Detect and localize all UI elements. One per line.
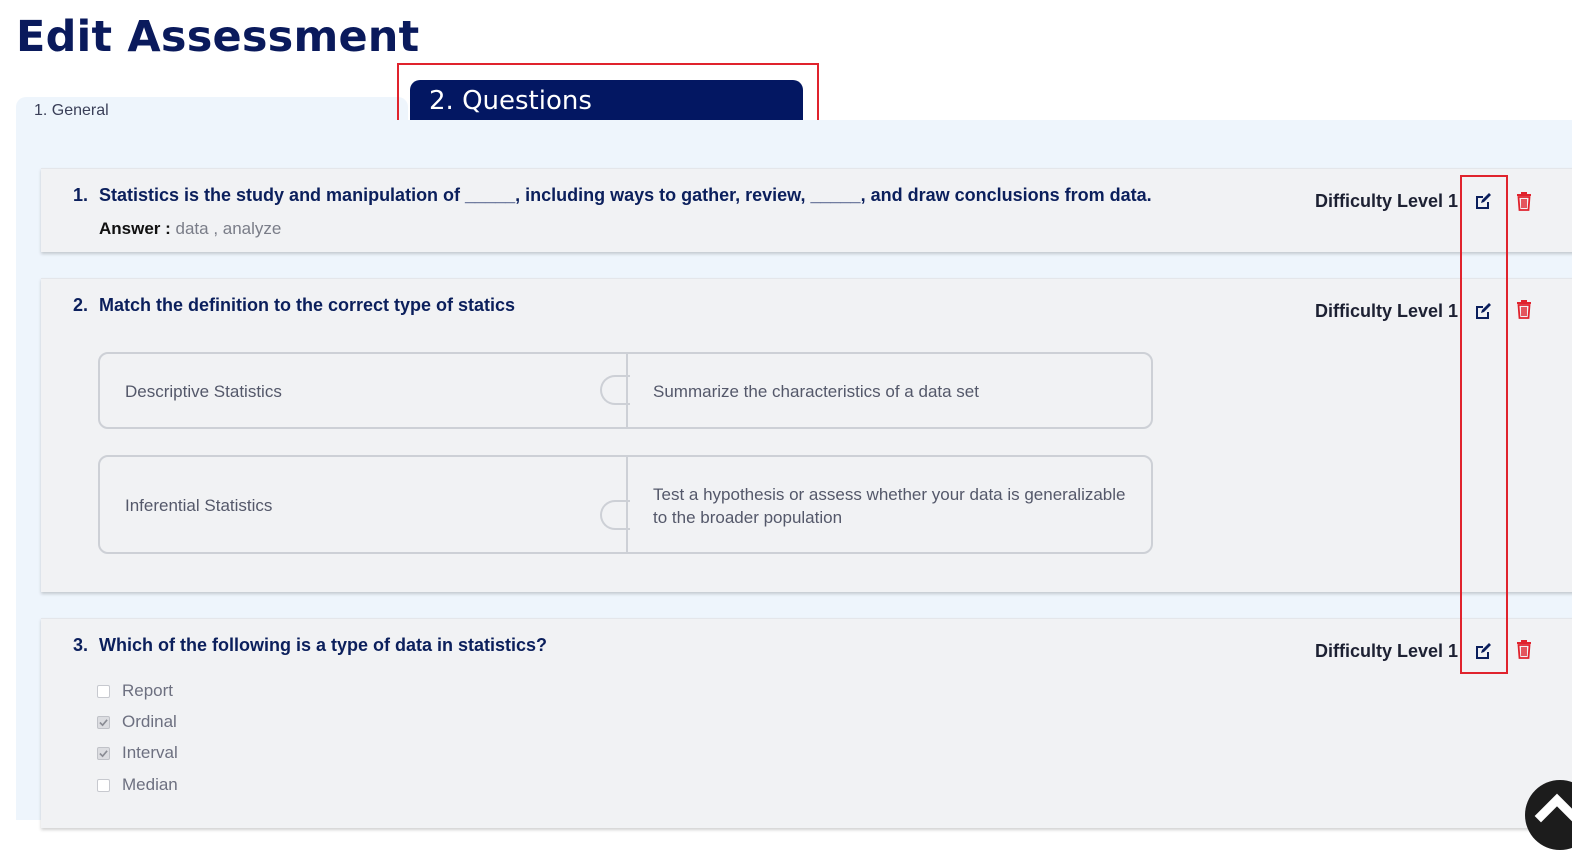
- difficulty-level: Difficulty Level 1: [1315, 641, 1459, 661]
- question-number: 3.: [73, 635, 89, 655]
- chevron-up-icon: [1525, 788, 1572, 828]
- option-checkbox[interactable]: [97, 716, 110, 729]
- question-number: 2.: [73, 295, 89, 315]
- match-definition: Summarize the characteristics of a data set: [653, 382, 979, 401]
- delete-question-button[interactable]: [1512, 297, 1536, 321]
- difficulty-level: Difficulty Level 1: [1315, 191, 1459, 211]
- option-item: [97, 712, 177, 732]
- match-definition: Test a hypothesis or assess whether your data is generalizable to the broader population: [653, 485, 1126, 527]
- question-card-3: [41, 618, 1572, 828]
- answer-label: Answer :: [99, 219, 171, 238]
- tab-questions[interactable]: 2. Questions: [410, 80, 803, 120]
- tab-general[interactable]: 1. General: [16, 97, 408, 127]
- match-divider: [626, 352, 628, 429]
- question-text: Statistics is the study and manipulation of _____, including ways to gather, review, _____, and draw conclusions from data.: [99, 185, 1152, 205]
- match-term: Inferential Statistics: [125, 496, 273, 515]
- edit-question-button[interactable]: [1471, 299, 1495, 323]
- question-card-2: [41, 278, 1572, 592]
- match-pair: [98, 352, 1153, 429]
- question-text: Match the definition to the correct type of statics: [99, 295, 516, 315]
- match-term: Descriptive Statistics: [125, 382, 282, 401]
- trash-icon: [1514, 191, 1534, 211]
- edit-icon: [1473, 191, 1493, 211]
- question-text: Which of the following is a type of data in statistics?: [99, 635, 548, 655]
- trash-icon: [1514, 299, 1534, 319]
- option-checkbox[interactable]: [97, 685, 110, 698]
- question-number: 1.: [73, 185, 89, 205]
- option-checkbox[interactable]: [97, 747, 110, 760]
- page-title: Edit Assessment: [16, 12, 420, 62]
- check-icon: [99, 749, 108, 758]
- option-item: [97, 743, 178, 763]
- question-card-1: [41, 168, 1572, 252]
- difficulty-level: Difficulty Level 1: [1315, 301, 1459, 321]
- answer-line: [99, 219, 281, 239]
- edit-icon: [1473, 641, 1493, 661]
- edit-question-button[interactable]: [1471, 639, 1495, 663]
- trash-icon: [1514, 639, 1534, 659]
- edit-icon: [1473, 301, 1493, 321]
- match-pair: [98, 455, 1153, 554]
- option-checkbox[interactable]: [97, 779, 110, 792]
- check-icon: [99, 718, 108, 727]
- option-item: [97, 681, 173, 701]
- scroll-to-top-button[interactable]: [1525, 780, 1572, 850]
- option-label: Ordinal: [122, 712, 177, 731]
- option-item: [97, 775, 178, 795]
- option-label: Median: [122, 775, 178, 794]
- answer-value: data , analyze: [170, 219, 282, 238]
- option-label: Report: [122, 681, 174, 700]
- edit-question-button[interactable]: [1471, 189, 1495, 213]
- delete-question-button[interactable]: [1512, 189, 1536, 213]
- match-divider: [626, 455, 628, 554]
- option-label: Interval: [122, 743, 178, 762]
- delete-question-button[interactable]: [1512, 637, 1536, 661]
